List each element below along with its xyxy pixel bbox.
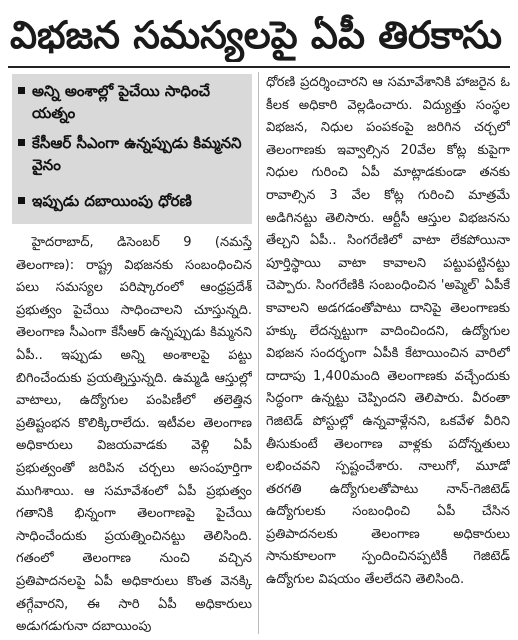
highlight-item: [18, 190, 246, 212]
highlight-item: [18, 80, 246, 124]
highlight-item: [18, 132, 246, 176]
highlights-box: [12, 74, 252, 224]
bullet-icon: [18, 139, 25, 146]
article-column-right: [266, 72, 510, 636]
column-divider: [258, 72, 259, 634]
article-paragraph: [16, 232, 252, 636]
highlight-text: ఇప్పుడు దబాయింపు ధోరణి: [32, 192, 192, 210]
headline-rule: [8, 66, 510, 68]
highlight-text: కేసీఆర్ సీఎంగా ఉన్నప్పుడు కిమ్మనని వైనం: [32, 134, 242, 174]
bullet-icon: [18, 87, 25, 94]
dateline: హైదరాబాద్, డిసెంబర్ 9 (నమస్తే తెలంగాణ):: [16, 235, 252, 273]
highlight-text: అన్ని అంశాల్లో పైచేయి సాధించే యత్నం: [32, 82, 210, 122]
bullet-icon: [18, 197, 25, 204]
body-text: రాష్ట్ర విభజనకు సంబంధించిన పలు సమస్యల పరిష్కారంలో ఆంధ్రప్రదేశ్ ప్రభుత్వం పైచేయి సాధించాలని చూస్తున్నది. తెలంగాణ సీఎంగా కేసీఆర్ ఉన్నప్పుడు కిమ్మనని ఏపీ.. ఇప్పుడు అన్ని అంశాలపై పట్టు బిగించేందుకు ప్రయత్నిస్తున్నది. ఉమ్మడి ఆస్తుల్లో వాటాలు, ఉద్యోగుల పంపిణీలో తలెత్తిన ప్రతిష్టంభన కొలిక్కిరాలేదు. ఇటీవల తెలంగాణ అధికారులు విజయవాడకు వెళ్లి ఏపీ ప్రభుత్వంతో జరిపిన చర్చలు అసంపూర్తిగా ముగిశాయి. ఆ సమావేశంలో ఏపీ ప్రభుత్వం గతానికి భిన్నంగా తెలంగాణపై పైచేయి సాధించేందుకు ప్రయత్నించినట్టు తెలిసింది. గతంలో తెలంగాణ నుంచి వచ్చిన ప్రతిపాదనలపై ఏపీ అధికారులు కొంత వెనక్కి తగ్గేవారని, ఈ సారి ఏపీ అధికారులు అడుగడుగునా దబాయింపు: [16, 257, 252, 635]
article-column-left: [16, 232, 252, 636]
article-paragraph: ధోరణి ప్రదర్శించారని ఆ సమావేశానికి హాజరైన ఓ కీలక అధికారి వెల్లడించారు. విద్యుత్తు సంస్థల విభజన, నిధుల పంపకంపై జరిగిన చర్చలో తెలంగాణకు ఇవ్వాల్సిన 20వేల కోట్ల కుపైగా నిధుల గురించి ఏపీ మాట్లాడకుండా తనకు రావాల్సిన 3 వేల కోట్ల గురించి మాత్రమే అడిగినట్టు తెలిసారు. ఆర్టీసీ ఆస్తుల విభజనను తేల్చని ఏపీ.. సింగరేణిలో వాటా లేకపోయినా పూర్తిస్థాయి వాటా కావాలని పట్టుపట్టినట్టు చెప్పారు. సింగరేణికి సంబంధించిన 'అప్మెల్' ఏపీకే కావాలని అడగడంతోపాటు దానిపై తెలంగాణకు హక్కు లేదన్నట్టుగా వాదించిందని, ఉద్యోగుల విభజన సందర్భంగా ఏపీకి కేటాయించిన వారిలో దాదాపు 1,400మంది తెలంగాణకు వచ్చేందుకు సిద్ధంగా ఉన్నట్టు చెప్పిందని తెలిపారు. వీరంతా గెజిటెడ్ పోస్టుల్లో ఉన్నవాళ్లేనని, ఒకవేళ వీరిని తీసుకుంటే తెలంగాణ వాళ్లకు పదోన్నతులు లభించవని స్పష్టంచేశారు. నాలుగో, మూడో తరగతి ఉద్యోగులతోపాటు నాన్-గెజిటెడ్ ఉద్యోగులకు సంబంధించి ఏపీ చేసిన ప్రతిపాదనలకు తెలంగాణ అధికారులు సానుకూలంగా స్పందించినప్పటికీ గెజిటెడ్ ఉద్యోగుల విషయం తేలలేదని తెలిసింది.: [266, 75, 510, 588]
headline: విభజన సమస్యలపై ఏపీ తిరకాసు: [10, 13, 503, 57]
